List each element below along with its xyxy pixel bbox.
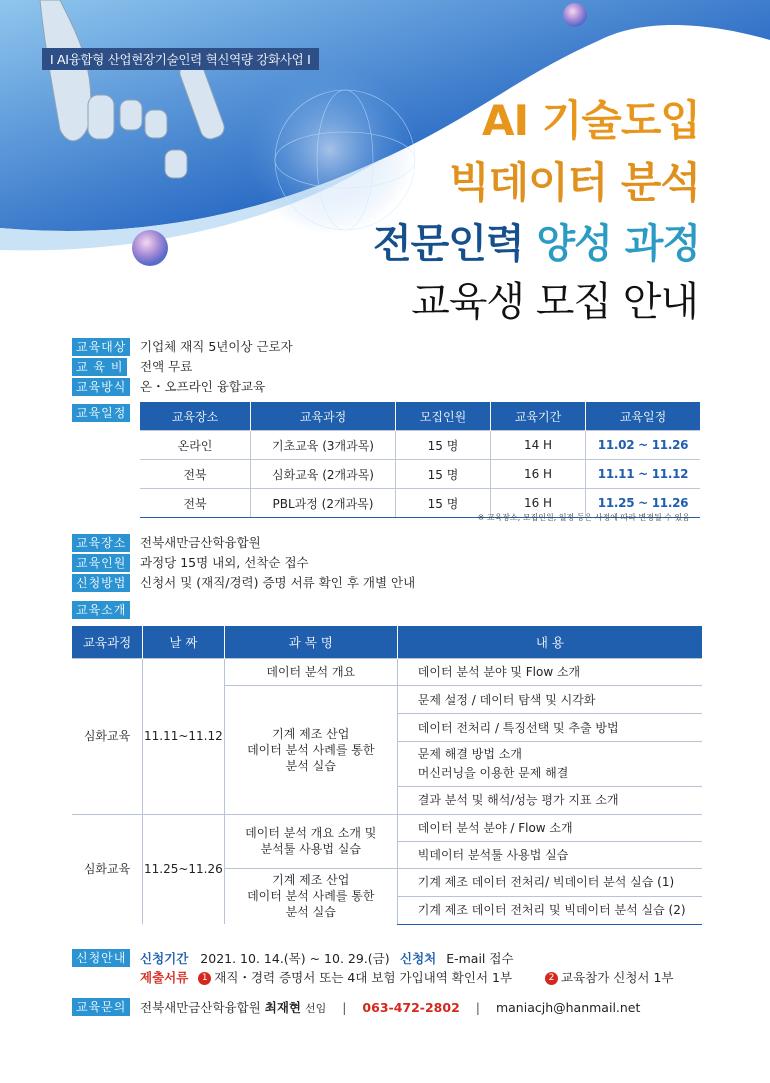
schedule-cell-date: 11.25 ~ 11.26 (586, 489, 701, 518)
method-label: 교육방식 (72, 378, 130, 396)
schedule-note: ※ 교육장소, 모집인원, 일정 등은 사정에 따라 변경될 수 있음 (477, 513, 690, 522)
schedule-cell: 15 명 (396, 489, 491, 518)
curriculum-subject (224, 868, 397, 924)
curriculum-content: 결과 분석 및 해석/성능 평가 지표 소개 (397, 786, 702, 814)
location-label: 교육장소 (72, 534, 130, 552)
schedule-cell: 온라인 (140, 431, 251, 460)
docs-line (140, 968, 512, 986)
schedule-header-course: 교육과정 (251, 402, 396, 431)
schedule-cell: 심화교육 (2개과목) (251, 460, 396, 489)
capacity-label: 교육인원 (72, 554, 130, 572)
schedule-cell: 14 H (491, 431, 586, 460)
subject-line: 분석툴 사용법 실습 (260, 842, 361, 856)
curriculum-course: 심화교육 (72, 659, 143, 815)
subject-line: 데이터 분석 사례를 통한 (247, 742, 375, 757)
separator: | (475, 1000, 480, 1015)
target-value: 기업체 재직 5년이상 근로자 (140, 339, 293, 354)
apply-method-value: 신청서 및 (재직/경력) 증명 서류 확인 후 개별 안내 (140, 575, 416, 590)
apply-method-label: 신청방법 (72, 574, 130, 592)
contact-label: 교육문의 (72, 998, 130, 1016)
doc2-text: 교육참가 신청서 1부 (561, 970, 674, 985)
period-label: 신청기간 (140, 951, 189, 966)
subject-line: 분석 실습 (285, 905, 336, 920)
schedule-cell: 15 명 (396, 460, 491, 489)
schedule-cell-date: 11.11 ~ 11.12 (586, 460, 701, 489)
subject-line: 기계 제조 산업 (272, 873, 350, 888)
curriculum-subject (224, 686, 397, 815)
curriculum-course: 심화교육 (72, 814, 143, 924)
contact-line (140, 998, 640, 1016)
separator: | (342, 1000, 347, 1015)
subject-line: 분석 실습 (285, 758, 336, 773)
schedule-header-row (140, 402, 700, 431)
title-line-3b: 양성 과정 (536, 221, 700, 267)
schedule-label: 교육일정 (72, 404, 130, 422)
curriculum-header-date: 날 짜 (143, 626, 225, 659)
schedule-header-date: 교육일정 (586, 402, 701, 431)
schedule-cell-date: 11.02 ~ 11.26 (586, 431, 701, 460)
curriculum-subject (224, 814, 397, 868)
place-value: E-mail 접수 (446, 951, 514, 966)
subject-line: 데이터 분석 개요 소개 및 (245, 826, 377, 840)
curriculum-content: 데이터 분석 분야 / Flow 소개 (397, 814, 702, 841)
method-value: 온・오프라인 융합교육 (140, 379, 266, 394)
period-value: 2021. 10. 14.(목) ~ 10. 29.(금) (200, 951, 390, 966)
apply-period-line (140, 949, 390, 967)
title-line-2: 빅데이터 분석 (448, 158, 700, 207)
contact-phone[interactable]: 063-472-2802 (362, 1000, 460, 1015)
table-row (72, 659, 702, 686)
table-row (140, 431, 700, 460)
capacity-value: 과정당 15명 내외, 선착순 접수 (140, 555, 309, 570)
schedule-cell: 기초교육 (3개과목) (251, 431, 396, 460)
schedule-cell: PBL과정 (2개과목) (251, 489, 396, 518)
docs-label: 제출서류 (140, 970, 189, 985)
curriculum-header-row (72, 626, 702, 659)
subject-line: 기계 제조 산업 (272, 726, 350, 741)
curriculum-content: 머신러닝을 이용한 문제 해결 (397, 764, 702, 786)
schedule-header-hours: 교육기간 (491, 402, 586, 431)
curriculum-header-content: 내 용 (397, 626, 702, 659)
curriculum-content: 문제 해결 방법 소개 (397, 742, 702, 765)
contact-email[interactable]: maniacjh@hanmail.net (495, 1000, 641, 1015)
curriculum-table (72, 626, 702, 925)
location-value: 전북새만금산학융합원 (140, 535, 261, 550)
table-row (72, 814, 702, 841)
schedule-cell: 15 명 (396, 431, 491, 460)
curriculum-content: 데이터 전처리 / 특징선택 및 추출 방법 (397, 714, 702, 742)
curriculum-date: 11.25~11.26 (143, 814, 225, 924)
apply-place-line (400, 949, 514, 967)
contact-title: 선임 (304, 1002, 327, 1015)
title-line-3 (373, 212, 700, 269)
curriculum-content: 데이터 분석 분야 및 Flow 소개 (397, 659, 702, 686)
curriculum-header-subject: 과 목 명 (224, 626, 397, 659)
schedule-header-place: 교육장소 (140, 402, 251, 431)
title-line-3a: 전문인력 (373, 221, 524, 267)
schedule-cell: 전북 (140, 460, 251, 489)
schedule-cell: 전북 (140, 489, 251, 518)
place-label: 신청처 (400, 951, 437, 966)
fee-label: 교 육 비 (72, 358, 127, 376)
doc1-text: 재직・경력 증명서 또는 4대 보험 가입내역 확인서 1부 (214, 970, 513, 985)
project-banner: I AI융합형 산업현장기술인력 혁신역량 강화사업 I (42, 48, 319, 70)
doc1-number-icon: 1 (198, 972, 211, 985)
apply-label: 신청안내 (72, 949, 130, 967)
fee-value: 전액 무료 (140, 359, 193, 374)
schedule-cell: 16 H (491, 489, 586, 518)
curriculum-content: 문제 설정 / 데이터 탐색 및 시각화 (397, 686, 702, 714)
subject-line: 데이터 분석 사례를 통한 (247, 889, 375, 904)
curriculum-header-course: 교육과정 (72, 626, 143, 659)
schedule-header-recruit: 모집인원 (396, 402, 491, 431)
schedule-cell: 16 H (491, 460, 586, 489)
contact-name: 최재현 (264, 1000, 301, 1015)
curriculum-content: 기계 제조 데이터 전처리/ 빅데이터 분석 실습 (1) (397, 868, 702, 896)
schedule-table (140, 402, 700, 518)
doc2-number-icon: 2 (545, 972, 558, 985)
doc2-line (545, 968, 674, 986)
curriculum-content: 기계 제조 데이터 전처리 및 빅데이터 분석 실습 (2) (397, 896, 702, 924)
title-line-4: 교육생 모집 안내 (411, 279, 698, 325)
target-label: 교육대상 (72, 338, 130, 356)
curriculum-subject: 데이터 분석 개요 (224, 659, 397, 686)
title-line-1: AI 기술도입 (481, 96, 700, 145)
table-row (140, 460, 700, 489)
curriculum-content: 빅데이터 분석툴 사용법 실습 (397, 841, 702, 868)
curriculum-date: 11.11~11.12 (143, 659, 225, 815)
contact-org: 전북새만금산학융합원 (140, 1000, 261, 1015)
intro-label: 교육소개 (72, 601, 130, 619)
